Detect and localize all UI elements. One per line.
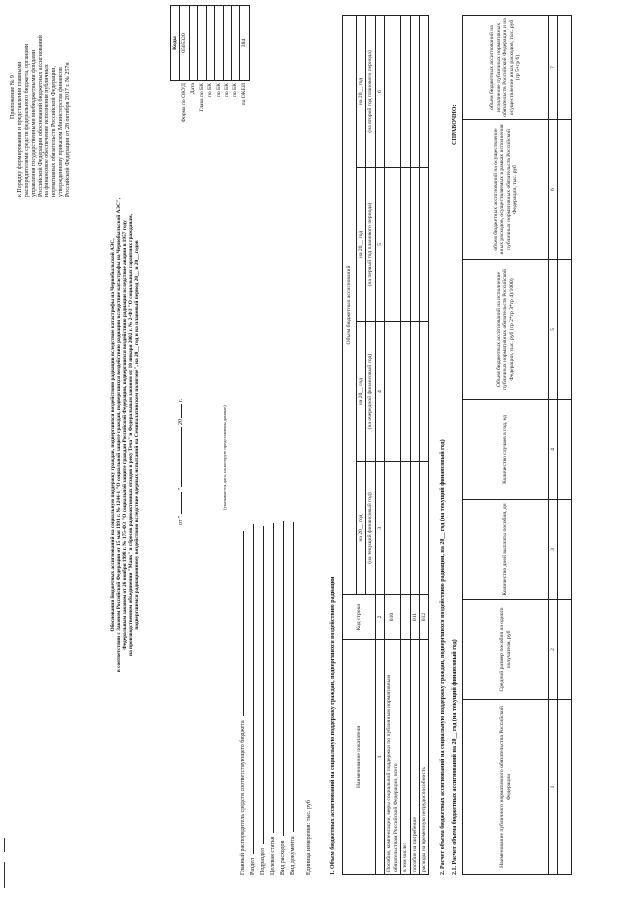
s2-header: Количество дней выплаты пособия, дн [463,500,549,600]
s2-header: объем бюджетных ассигнований на осуществление иных расходов, осуществляемых в рамках исполнения публичных нормативных обязательств Российской Федерации, тыс. руб [463,120,549,260]
col-num: 6 [375,16,384,168]
codes-value[interactable] [215,6,223,81]
codes-label: Форма по ОКУД [181,83,188,123]
units-value: тыс. руб [306,800,312,822]
section2-table [462,15,572,875]
s2-col-num: 7 [549,16,558,120]
s2-header: Средний размер пособия на одного получателя, руб [463,600,549,700]
s2-cell[interactable] [558,700,572,875]
date-quote-open: " [178,515,184,518]
meta-input[interactable] [293,522,294,832]
meta-row [280,475,290,875]
s2-cell[interactable] [558,500,572,600]
row-cell[interactable] [419,16,428,168]
s2-cell[interactable] [558,260,572,400]
appendix-title: Приложение № 9 [10,75,16,119]
header-second: на 20__ год [357,16,366,168]
row-code: 012 [419,595,428,640]
codes-value[interactable] [198,6,206,81]
s2-cell[interactable] [558,120,572,260]
codes-label: Глава по БК [198,83,205,112]
date-quote-close: " [178,488,184,491]
date-prefix: от [178,519,184,525]
date-month-field[interactable] [181,427,182,487]
row-cell[interactable] [385,462,401,595]
s2-col-num: 1 [549,700,558,875]
header-current: на 20__ год [357,462,366,595]
row-cell[interactable] [401,16,410,168]
codes-label: Дата [190,83,197,95]
appendix-line: распорядителями средств федерального бюджета, органами [23,43,30,197]
s2-header: Объем бюджетных ассигнований на исполнение публичных нормативных обязательств Российской Федерации, тыс. руб (гр 2*гр 3*гр 4)/1000) [463,260,549,400]
row-cell[interactable] [410,16,419,168]
section1-title: 1. Объем бюджетных ассигнований на социальную поддержку граждан, подвергшихся воздействию радиации [330,576,336,875]
col-num: 2 [375,595,384,640]
codes-label: по БК [207,83,214,98]
col-num: 1 [375,640,384,875]
row-name: Пособия, компенсации, меры социальной поддержки по публичным нормативным обязательствам Российской Федерации, всего [385,640,401,875]
codes-value[interactable]: 0505320 [180,6,189,81]
row-name: пособие на погребение [410,640,419,875]
s2-col-num: 4 [549,400,558,500]
codes-label: по ОКЕИ [241,83,248,106]
date-suffix: г. [178,398,184,403]
row-cell[interactable] [419,167,428,321]
col-num: 4 [375,322,384,462]
s2-col-num: 2 [549,600,558,700]
codes-table [170,5,250,185]
meta-row [260,475,270,875]
s2-header: объем бюджетных ассигнований на исполнение публичных нормативных обязательств Российской Федерации и на осуществление иных расходов, тыс. руб (гр 5+гр 6) [463,16,549,120]
row-cell[interactable] [401,462,410,595]
meta-label: Раздел [250,858,256,875]
row-cell[interactable] [385,167,401,321]
row-code: 011 [410,595,419,640]
s2-header: Наименование публичного нормативного обязательства Российской Федерации [463,700,549,875]
row-cell[interactable] [401,167,410,321]
row-name: в том числе: [401,640,410,875]
header-next: на 20__ год [357,322,366,462]
title-line: подвергшимся радиационному воздействию вследствие ядерных испытаний на Семипалатинском полигоне", на 20__ год и на плановый период 20__ и 20__ годов [134,240,141,630]
meta-label: Вид документа [290,836,296,875]
header-code: Код строки [343,595,376,640]
row-cell[interactable] [410,462,419,595]
appendix-line: утвержденному приказом Министерства финансов [58,67,65,197]
row-name: расходы на временную нетрудоспособность [419,640,428,875]
col-num: 5 [375,167,384,321]
appendix-line: к Порядку формирования и представления главными [16,61,23,197]
header-first-sub: (на первый год планового периода) [366,167,375,321]
date-year-prefix: 20 [178,419,184,426]
appendix-line: на финансовое обеспечение исполнения публичных [44,64,51,197]
meta-input[interactable] [243,531,244,716]
s2-col-num: 6 [549,120,558,260]
meta-label: Вид расходов [280,840,286,875]
title-line: Федеральным законом от 26 ноября 1998 г. № 175-ФЗ "О социальной защите граждан Российской Федерации, подвергшихся воздействию радиации вследствие аварии в 1957 году [122,220,129,650]
row-cell[interactable] [410,167,419,321]
codes-value[interactable] [206,6,214,81]
appendix-line: Российской Федерации от 28 октября 2017 г. № 257н [65,62,72,197]
header-group: Объем бюджетных ассигнований [343,16,357,595]
meta-fields [240,475,316,875]
meta-label: Главный распорядитель средств соответствующего бюджета [240,720,246,875]
s2-col-num: 3 [549,500,558,600]
col-num: 3 [375,462,384,595]
s2-header: Количество случаев в год, ед [463,400,549,500]
header-current-sub: (на текущий финансовый год) [366,462,375,595]
title-line: на производственном объединении "Маяк" и сбросов радиоактивных отходов в реку Теча" и Федеральным законом от 10 января 2002 г. № 2-ФЗ "О социальных гарантиях гражданам, [128,214,135,656]
section1-table [342,15,429,875]
codes-header: Коды [171,6,180,81]
date-note: (указывается дата, на которую представлены данные) [222,405,227,510]
appendix-line: Российской Федерации обоснований бюджетных ассигнований [37,35,44,197]
header-name: Наименование показателя [343,640,376,875]
title-line: Обоснования бюджетных ассигнований на социальную поддержку граждан, подвергшихся воздействию радиации вследствие катастрофы на Чернобыльской АЭС, [110,238,116,632]
meta-row [290,475,300,875]
codes-value[interactable] [223,6,231,81]
reference-label: СПРАВОЧНО: [452,104,458,145]
codes-label: по БК [215,83,222,98]
meta-row [250,475,260,875]
meta-input[interactable] [283,522,284,837]
row-cell[interactable] [419,462,428,595]
meta-input[interactable] [273,523,274,833]
row-code: 010 [385,595,401,640]
header-next-sub: (на очередной финансовый год) [366,322,375,462]
date-line [178,399,185,525]
codes-value[interactable]: 384 [240,6,249,81]
title-line: в соответствии с Законом Российской Федерации от 15 мая 1991 г. № 1244-1 "О социальной защите граждан, подвергшихся воздействию радиации вследствие катастрофы на Чернобыльской АЭС", [116,197,123,673]
codes-label: по БК [232,83,239,98]
units-row [306,475,316,875]
meta-label: Подраздел [260,848,266,875]
appendix-line: управления государственными внебюджетными фондами [30,50,37,197]
appendix-block [10,7,72,197]
s2-col-num: 5 [549,260,558,400]
s2-cell[interactable] [558,600,572,700]
meta-label: Целевая статья [270,836,276,875]
appendix-line: нормативных обязательств Российской Федерации, [51,66,58,197]
row-cell[interactable] [410,322,419,462]
s2-cell[interactable] [558,400,572,500]
section2-title: 2. Расчет объема бюджетных ассигнований на социальную поддержку граждан, подвергшихся воздействию радиации, на 20__ год (на текущий финансовый год) [440,439,446,875]
row-cell[interactable] [419,322,428,462]
document-title [110,25,140,845]
row-cell[interactable] [385,322,401,462]
codes-value[interactable] [189,6,197,81]
date-year-field[interactable] [181,404,182,418]
date-day-field[interactable] [181,492,182,514]
meta-input[interactable] [253,524,254,854]
row-code [401,595,410,640]
meta-input[interactable] [263,526,264,844]
meta-row [270,475,280,875]
section2-subtitle: 2.1. Расчет объема бюджетных ассигнований на 20__ год (на текущий финансовый год) [452,639,458,875]
row-cell[interactable] [385,16,401,168]
meta-row [240,475,250,875]
header-first: на 20__ год [357,167,366,321]
units-label: Единица измерения: [306,822,312,875]
codes-label: по БК [224,83,231,98]
row-cell[interactable] [401,322,410,462]
codes-value[interactable] [231,6,239,81]
header-second-sub: (на второй год планового периода) [366,16,375,168]
s2-cell[interactable] [558,16,572,120]
